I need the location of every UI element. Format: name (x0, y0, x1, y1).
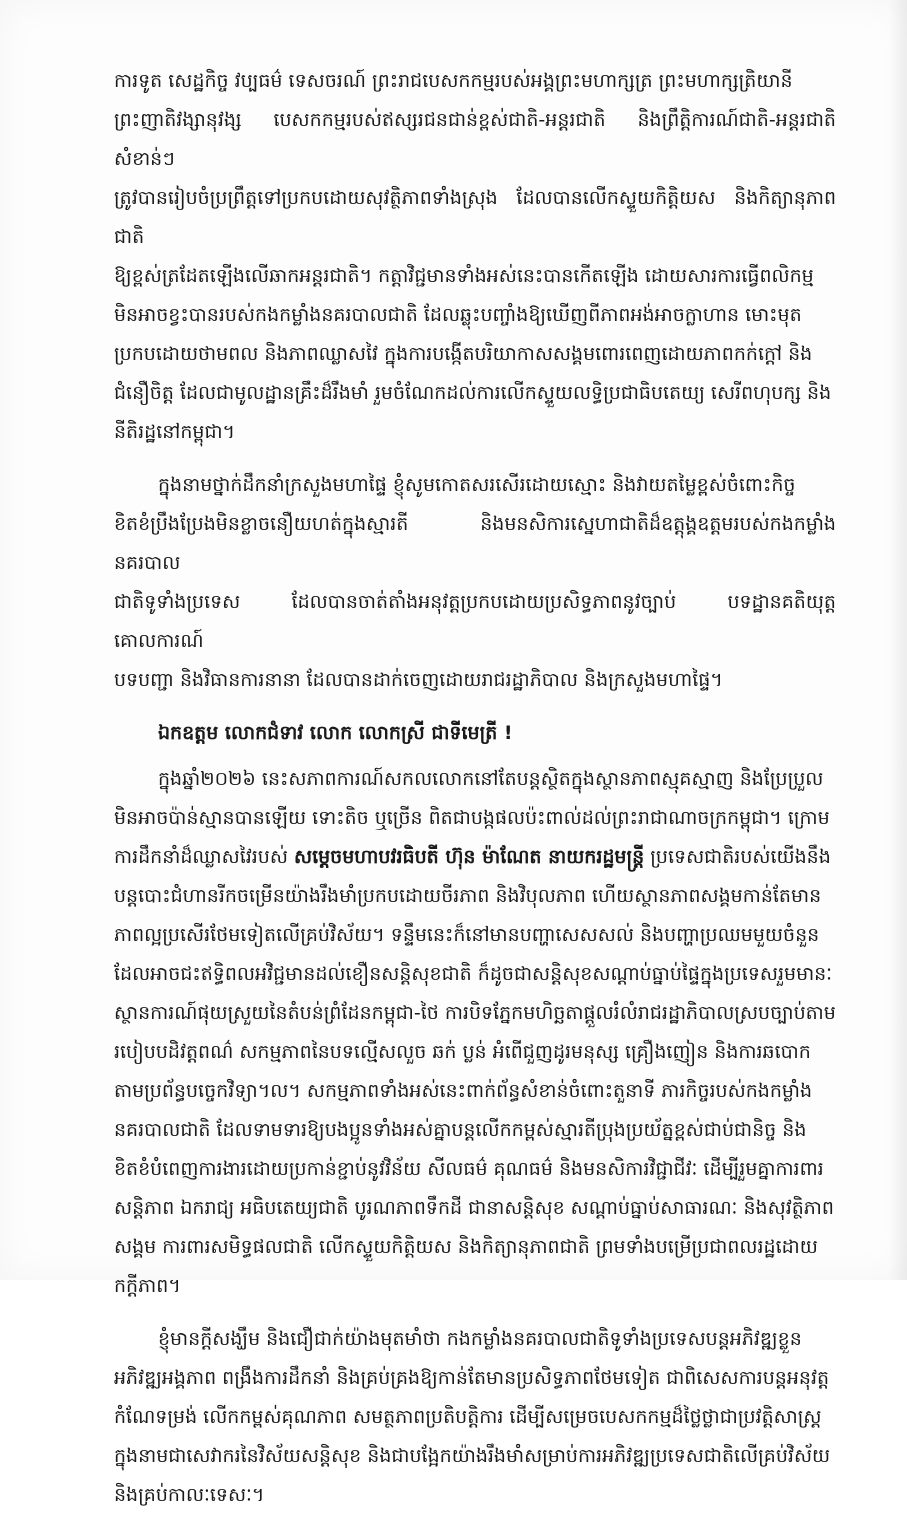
text-line: ភាពល្អប្រសើរថែមទៀតលើគ្រប់វិស័យ។ ទន្ទឹមនេះក៏នៅមានបញ្ហាសេសសល់ និងបញ្ហាប្រឈមមួយចំនួន (114, 924, 820, 946)
text-line: មិនអាចប៉ាន់ស្មានបានឡើយ ទោះតិច ឬច្រើន ពិតជាបង្កផលប៉ះពាល់ដល់ព្រះរាជាណាចក្រកម្ពុជា។ ក្រោម (114, 807, 830, 829)
text-line: សន្តិភាព ឯករាជ្យ អធិបតេយ្យជាតិ បូរណភាពទឹកដី ជានាសន្តិសុខ សណ្ដាប់ធ្នាប់សាធារណៈ និងសុវត្ថិភាព (114, 1197, 834, 1219)
text-line: ការទូត សេដ្ឋកិច្ច វប្បធម៌ ទេសចរណ៍ ព្រះរាជបេសកកម្មរបស់អង្គព្រះមហាក្សត្រ ព្រះមហាក្សត្រិយានី (114, 70, 793, 92)
text-line: ដែលអាចជះឥទ្ធិពលអវិជ្ជមានដល់ខឿនសន្តិសុខជាតិ ក៏ដូចជាសន្តិសុខសណ្ដាប់ធ្នាប់ផ្ទៃក្នុងប្រទេសរួមមានៈ (114, 963, 833, 985)
text-line: ត្រូវបានរៀបចំប្រព្រឹត្តទៅប្រកបដោយសុវត្ថិភាពទាំងស្រុង ដែលបានលើកស្ទួយកិត្តិយស និងកិត្យានុភាពជាតិ (114, 187, 836, 248)
text-line: របៀបបដិវត្តពណ៌ សកម្មភាពនៃបទល្មើសលួច ឆក់ ប្លន់ អំពើជួញដូរមនុស្ស គ្រឿងញៀន និងការឆបោក (114, 1041, 811, 1063)
text-line: ក្នុងនាមជាសេវាករនៃវិស័យសន្តិសុខ និងជាបង្អែកយ៉ាងរឹងមាំសម្រាប់ការអភិវឌ្ឍប្រទេសជាតិលើគ្រប់វិស័យ (114, 1445, 831, 1467)
text-line: បទបញ្ជា និងវិធានការនានា ដែលបានដាក់ចេញដោយរាជរដ្ឋាភិបាល និងក្រសួងមហាផ្ទៃ។ (114, 669, 723, 691)
prime-minister-name: សម្ដេចមហាបវរធិបតី ហ៊ុន ម៉ាណែត នាយករដ្ឋមន្ត្រី (294, 846, 645, 868)
paragraph-2 (114, 466, 836, 700)
paragraph-1 (114, 62, 836, 452)
text-line: ក្នុងនាមថ្នាក់ដឹកនាំក្រសួងមហាផ្ទៃ ខ្ញុំសូមកោតសរសើរដោយស្មោះ និងវាយតម្លៃខ្ពស់ចំពោះកិច្ច (158, 474, 796, 496)
text-line: កំណែទម្រង់ លើកកម្ពស់គុណភាព សមត្ថភាពប្រតិបត្តិការ ដើម្បីសម្រេចបេសកកម្មដ៏ថ្លៃថ្លាជាប្រវត្តិសាស្ត្រ (114, 1406, 822, 1428)
text-line: ក្នុងឆ្នាំ២០២៦ នេះសភាពការណ៍សកលលោកនៅតែបន្តស្ថិតក្នុងស្ថានភាពស្មុគស្មាញ និងប្រែប្រួល (158, 768, 824, 790)
text-line: ខិតខំបំពេញការងារដោយប្រកាន់ខ្ជាប់នូវវិន័យ សីលធម៌ គុណធម៌ និងមនសិការវិជ្ជាជីវៈ ដើម្បីរួមគ្នាការពារ (114, 1158, 824, 1180)
text-line: ព្រះញាតិវង្សានុវង្ស បេសកកម្មរបស់ឥស្សរជនជាន់ខ្ពស់ជាតិ-អន្តរជាតិ និងព្រឹត្តិការណ៍ជាតិ-អន្តរជាតិសំខាន់ៗ (114, 109, 836, 170)
text-line: ការដឹកនាំដ៏ឈ្លាសវៃរបស់ សម្ដេចមហាបវរធិបតី ហ៊ុន ម៉ាណែត នាយករដ្ឋមន្ត្រី ប្រទេសជាតិរបស់យើងនឹង (114, 846, 831, 868)
text-line: ខិតខំប្រឹងប្រែងមិនខ្លាចនឿយហត់ក្នុងស្មារតី និងមនសិការស្នេហាជាតិដ៏ឧត្តុង្គឧត្តមរបស់កងកម្លាំងនគរបាល (114, 513, 836, 574)
salutation: ឯកឧត្តម លោកជំទាវ លោក លោកស្រី ជាទីមេត្រី ! (158, 722, 513, 744)
text-line: មិនអាចខ្វះបានរបស់កងកម្លាំងនគរបាលជាតិ ដែលឆ្លុះបញ្ចាំងឱ្យឃើញពីភាពអង់អាចក្លាហាន មោះមុត (114, 304, 802, 326)
text-line: ជំនឿចិត្ត ដែលជាមូលដ្ឋានគ្រឹះដ៏រឹងមាំ រួមចំណែកដល់ការលើកស្ទួយលទ្ធិប្រជាធិបតេយ្យ សេរីពហុបក្ស និង (114, 382, 832, 404)
document-body (114, 62, 836, 1529)
text-line: នគរបាលជាតិ ដែលទាមទារឱ្យបងប្អូនទាំងអស់គ្នាបន្តលើកកម្ពស់ស្មារតីប្រុងប្រយ័ត្នខ្ពស់ជាប់ជានិច្ច និង (114, 1119, 807, 1141)
text-line: ឱ្យខ្ពស់ត្រដែតឡើងលើឆាកអន្តរជាតិ។ កត្តាវិជ្ជមានទាំងអស់នេះបានកើតឡើង ដោយសារការធ្វើពលិកម្ម (114, 265, 814, 287)
text-line: ស្ថានការណ៍ផុយស្រួយនៃតំបន់ព្រំដែនកម្ពុជា-ថៃ ការបិទភ្នែកមហិច្ឆតាផ្ដួលរំលំរាជរដ្ឋាភិបាលស្របច្បាប់តាម (114, 1002, 836, 1024)
text-line: នីតិរដ្ឋនៅកម្ពុជា។ (114, 421, 236, 443)
text-line: កក្ដីភាព។ (114, 1275, 181, 1297)
text-line: តាមប្រព័ន្ធបច្ចេកវិទ្យា។ល។ សកម្មភាពទាំងអស់នេះពាក់ព័ន្ធសំខាន់ចំពោះតួនាទី ភារកិច្ចរបស់កងកម្លាំង (114, 1080, 813, 1102)
paragraph-4 (114, 1320, 836, 1515)
text-line: និងគ្រប់កាលៈទេសៈ។ (114, 1484, 265, 1506)
text-line: បន្តបោះជំហានរីកចម្រើនយ៉ាងរឹងមាំប្រកបដោយចីរភាព និងវិបុលភាព ហើយស្ថានភាពសង្គមកាន់តែមាន (114, 885, 822, 907)
text-line: អភិវឌ្ឍអង្គភាព ពង្រឹងការដឹកនាំ និងគ្រប់គ្រងឱ្យកាន់តែមានប្រសិទ្ធភាពថែមទៀត ជាពិសេសការបន្តអនុវត្ត (114, 1367, 830, 1389)
paragraph-3 (114, 760, 836, 1306)
text-line: ប្រកបដោយថាមពល និងភាពឈ្លាសវៃ ក្នុងការបង្កើតបរិយាកាសសង្គមពោរពេញដោយភាពកក់ក្ដៅ និង (114, 343, 813, 365)
text-line: សង្គម ការពារសមិទ្ធផលជាតិ លើកស្ទួយកិត្តិយស និងកិត្យានុភាពជាតិ ព្រមទាំងបម្រើប្រជាពលរដ្ឋដោយ (114, 1236, 818, 1258)
text-line: ជាតិទូទាំងប្រទេស ដែលបានចាត់តាំងអនុវត្តប្រកបដោយប្រសិទ្ធភាពនូវច្បាប់ បទដ្ឋានគតិយុត្ត គោលការណ៍ (114, 591, 836, 652)
text-line: ខ្ញុំមានក្ដីសង្ឃឹម និងជឿជាក់យ៉ាងមុតមាំថា កងកម្លាំងនគរបាលជាតិទូទាំងប្រទេសបន្តអភិវឌ្ឍខ្លួន (158, 1328, 802, 1350)
page-edge-shadow (889, 0, 907, 1280)
